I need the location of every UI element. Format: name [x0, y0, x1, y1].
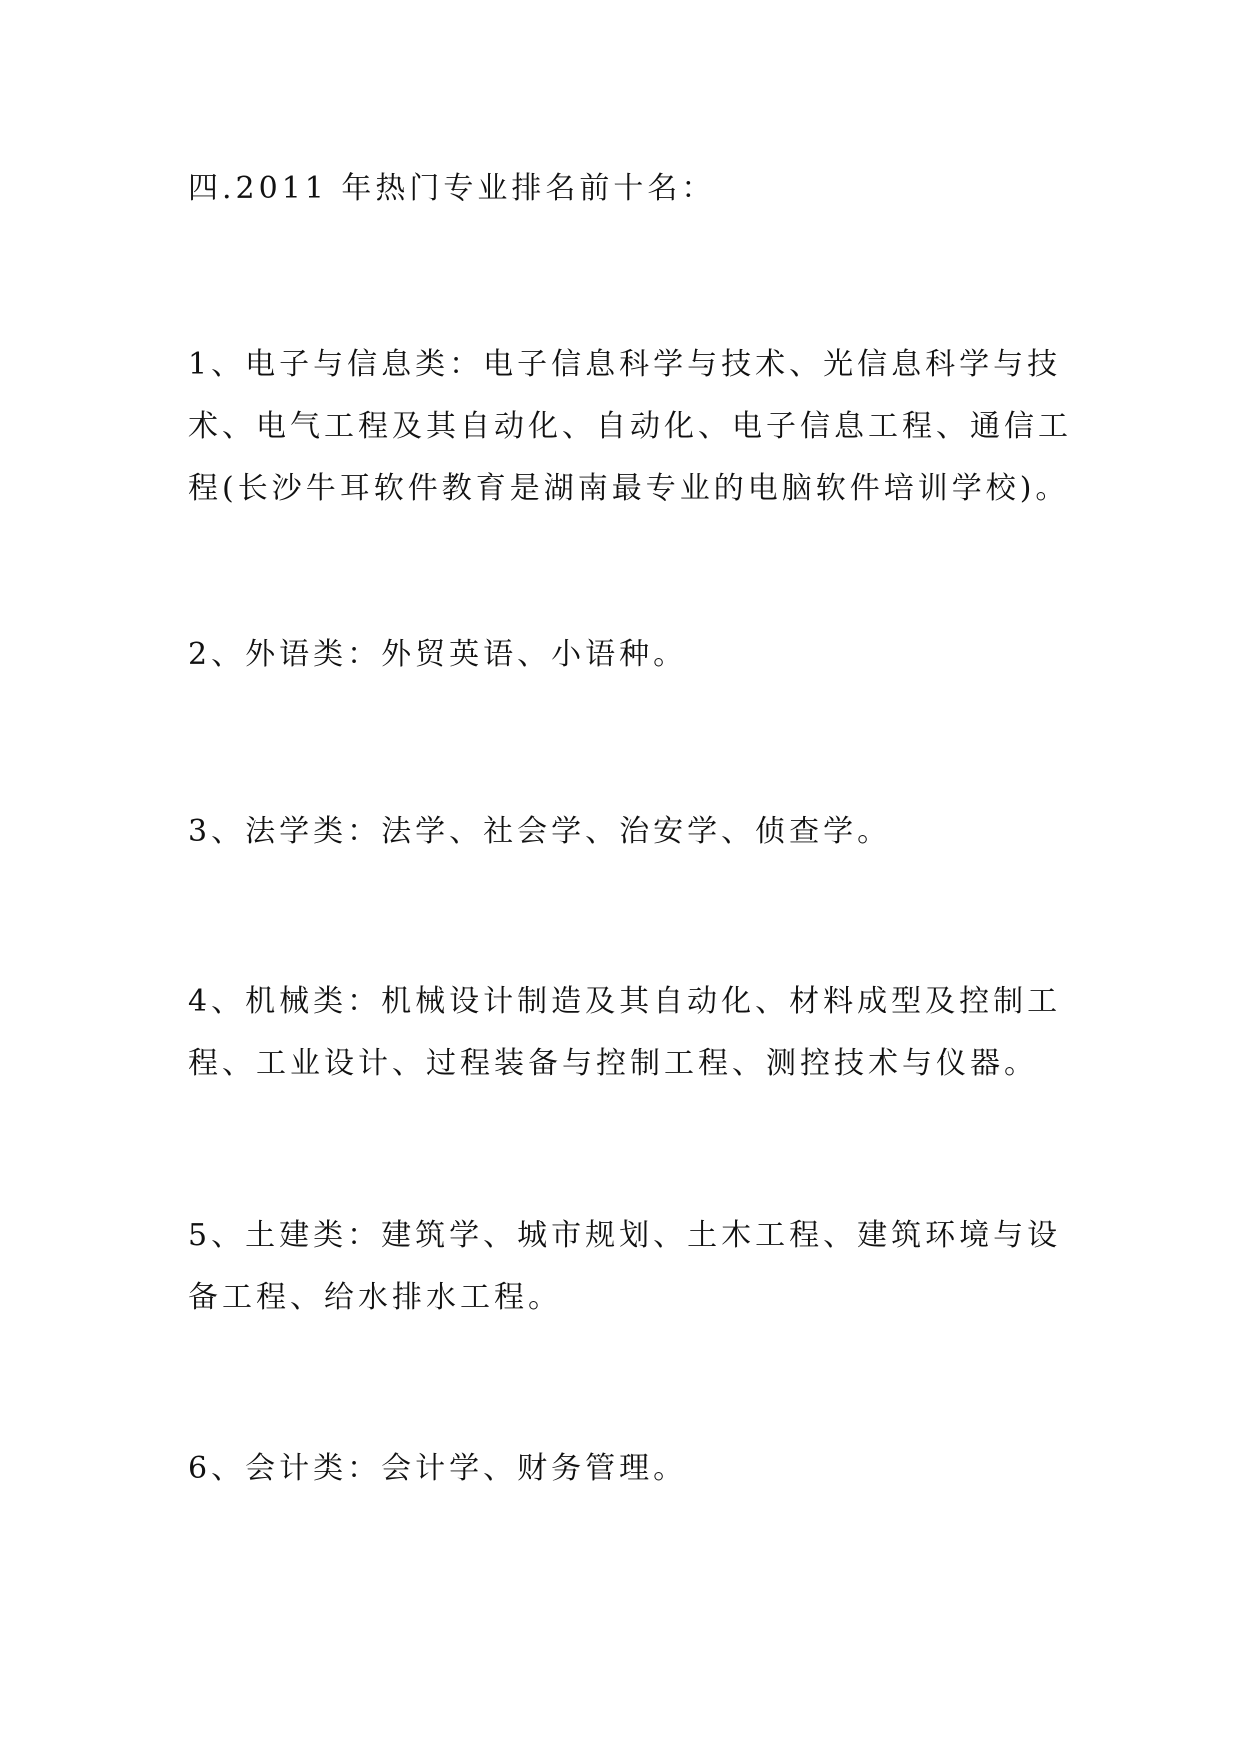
list-item-4-line-1: 4、机械类：机械设计制造及其自动化、材料成型及控制工	[188, 984, 1062, 1019]
list-item-5-line-2: 备工程、给水排水工程。	[188, 1280, 562, 1315]
list-item-1-line-2: 术、电气工程及其自动化、自动化、电子信息工程、通信工	[188, 409, 1072, 444]
list-item-5-line-1: 5、土建类：建筑学、城市规划、土木工程、建筑环境与设	[188, 1218, 1062, 1253]
list-item-3-line-1: 3、法学类：法学、社会学、治安学、侦查学。	[188, 814, 892, 849]
list-item-1-line-1: 1、电子与信息类：电子信息科学与技术、光信息科学与技	[188, 347, 1062, 382]
section-heading: 四.2011 年热门专业排名前十名：	[188, 171, 716, 206]
list-item-1-line-3: 程(长沙牛耳软件教育是湖南最专业的电脑软件培训学校)。	[188, 471, 1070, 506]
list-item-2-line-1: 2、外语类：外贸英语、小语种。	[188, 637, 688, 672]
list-item-4-line-2: 程、工业设计、过程装备与控制工程、测控技术与仪器。	[188, 1046, 1038, 1081]
list-item-6-line-1: 6、会计类：会计学、财务管理。	[188, 1451, 688, 1486]
